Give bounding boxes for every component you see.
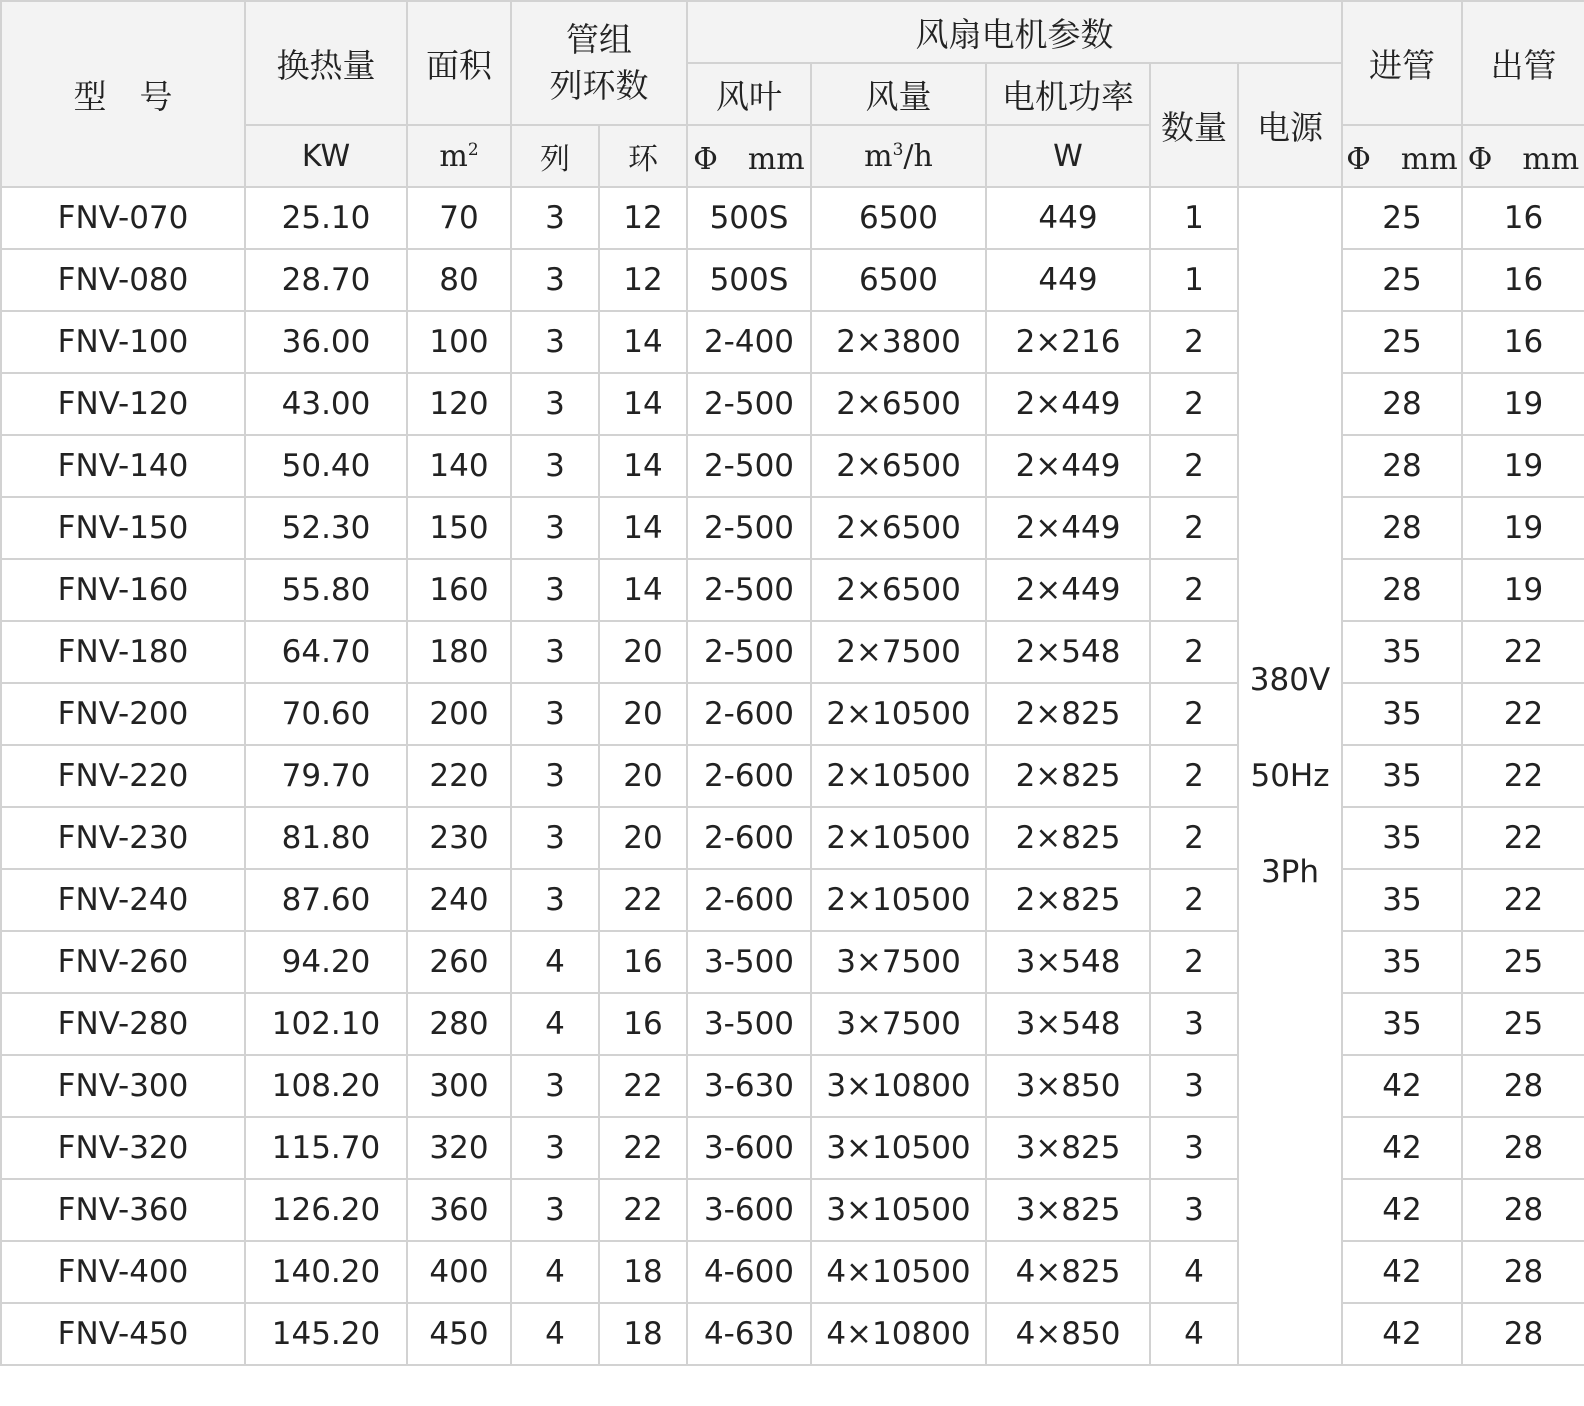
table-row [1, 249, 1584, 311]
cell-rings: 14 [599, 373, 687, 435]
cell-rows: 3 [511, 683, 599, 745]
cell-area: 260 [407, 931, 511, 993]
cell-heat: 25.10 [245, 187, 407, 249]
cell-outlet: 22 [1462, 807, 1584, 869]
cell-area: 100 [407, 311, 511, 373]
cell-area: 180 [407, 621, 511, 683]
cell-heat: 50.40 [245, 435, 407, 497]
cell-heat: 55.80 [245, 559, 407, 621]
cell-outlet: 25 [1462, 993, 1584, 1055]
cell-rings: 14 [599, 311, 687, 373]
cell-airflow: 6500 [811, 187, 986, 249]
cell-rings: 20 [599, 683, 687, 745]
cell-rings: 20 [599, 807, 687, 869]
cell-blade: 2-500 [687, 435, 811, 497]
cell-rings: 16 [599, 993, 687, 1055]
header-power-supply: 电源 [1238, 63, 1342, 187]
cell-blade: 4-600 [687, 1241, 811, 1303]
table-row [1, 683, 1584, 745]
cell-quantity: 3 [1150, 1179, 1238, 1241]
cell-rows: 3 [511, 373, 599, 435]
cell-inlet: 42 [1342, 1055, 1462, 1117]
cell-heat: 64.70 [245, 621, 407, 683]
cell-model: FNV-080 [1, 249, 245, 311]
cell-motor-power: 3×548 [986, 931, 1150, 993]
cell-motor-power: 449 [986, 187, 1150, 249]
cell-quantity: 1 [1150, 249, 1238, 311]
cell-model: FNV-360 [1, 1179, 245, 1241]
cell-outlet: 22 [1462, 621, 1584, 683]
header-row-1 [1, 1, 1584, 63]
cell-motor-power: 4×850 [986, 1303, 1150, 1365]
cell-airflow: 6500 [811, 249, 986, 311]
cell-outlet: 16 [1462, 249, 1584, 311]
cell-quantity: 2 [1150, 373, 1238, 435]
cell-airflow: 2×6500 [811, 435, 986, 497]
cell-motor-power: 3×825 [986, 1117, 1150, 1179]
cell-blade: 3-600 [687, 1179, 811, 1241]
cell-rows: 3 [511, 497, 599, 559]
cell-inlet: 42 [1342, 1303, 1462, 1365]
cell-rows: 4 [511, 1241, 599, 1303]
cell-rings: 22 [599, 1055, 687, 1117]
cell-area: 80 [407, 249, 511, 311]
table-row [1, 1179, 1584, 1241]
cell-heat: 81.80 [245, 807, 407, 869]
table-row [1, 311, 1584, 373]
cell-area: 200 [407, 683, 511, 745]
cell-airflow: 4×10800 [811, 1303, 986, 1365]
cell-rows: 4 [511, 1303, 599, 1365]
cell-heat: 115.70 [245, 1117, 407, 1179]
cell-model: FNV-280 [1, 993, 245, 1055]
cell-rings: 18 [599, 1241, 687, 1303]
cell-area: 360 [407, 1179, 511, 1241]
cell-outlet: 28 [1462, 1055, 1584, 1117]
table-row [1, 497, 1584, 559]
cell-quantity: 2 [1150, 435, 1238, 497]
unit-area-base: m [439, 138, 468, 174]
header-heat: 换热量 [245, 1, 407, 125]
cell-motor-power: 3×850 [986, 1055, 1150, 1117]
cell-outlet: 19 [1462, 435, 1584, 497]
unit-motor-power: W [986, 125, 1150, 187]
cell-blade: 3-500 [687, 931, 811, 993]
cell-airflow: 3×7500 [811, 993, 986, 1055]
cell-outlet: 19 [1462, 497, 1584, 559]
cell-outlet: 16 [1462, 187, 1584, 249]
cell-motor-power: 2×825 [986, 869, 1150, 931]
cell-rings: 14 [599, 435, 687, 497]
table-row [1, 931, 1584, 993]
cell-rows: 3 [511, 807, 599, 869]
cell-outlet: 28 [1462, 1117, 1584, 1179]
cell-motor-power: 4×825 [986, 1241, 1150, 1303]
header-model: 型 号 [1, 1, 245, 187]
cell-airflow: 2×10500 [811, 869, 986, 931]
cell-rings: 12 [599, 187, 687, 249]
cell-rings: 22 [599, 1179, 687, 1241]
header-airflow: 风量 [811, 63, 986, 125]
cell-quantity: 2 [1150, 683, 1238, 745]
cell-inlet: 35 [1342, 621, 1462, 683]
cell-blade: 4-630 [687, 1303, 811, 1365]
table-header [1, 1, 1584, 187]
cell-airflow: 2×6500 [811, 373, 986, 435]
cell-quantity: 2 [1150, 621, 1238, 683]
table-row [1, 621, 1584, 683]
cell-rings: 12 [599, 249, 687, 311]
cell-inlet: 25 [1342, 249, 1462, 311]
cell-rows: 3 [511, 187, 599, 249]
cell-model: FNV-400 [1, 1241, 245, 1303]
table-row [1, 559, 1584, 621]
cell-heat: 79.70 [245, 745, 407, 807]
cell-airflow: 2×3800 [811, 311, 986, 373]
cell-heat: 140.20 [245, 1241, 407, 1303]
cell-inlet: 28 [1342, 373, 1462, 435]
cell-outlet: 25 [1462, 931, 1584, 993]
cell-heat: 28.70 [245, 249, 407, 311]
cell-rows: 3 [511, 249, 599, 311]
table-row [1, 1303, 1584, 1365]
cell-rings: 16 [599, 931, 687, 993]
cell-motor-power: 2×825 [986, 683, 1150, 745]
cell-heat: 52.30 [245, 497, 407, 559]
cell-inlet: 28 [1342, 435, 1462, 497]
cell-model: FNV-070 [1, 187, 245, 249]
cell-airflow: 3×10500 [811, 1179, 986, 1241]
cell-model: FNV-120 [1, 373, 245, 435]
table-row [1, 869, 1584, 931]
cell-heat: 36.00 [245, 311, 407, 373]
cell-outlet: 28 [1462, 1303, 1584, 1365]
unit-blade: Φ mm [687, 125, 811, 187]
cell-rows: 3 [511, 435, 599, 497]
cell-blade: 3-630 [687, 1055, 811, 1117]
cell-blade: 2-600 [687, 807, 811, 869]
cell-motor-power: 2×449 [986, 435, 1150, 497]
cell-airflow: 3×10500 [811, 1117, 986, 1179]
cell-inlet: 42 [1342, 1179, 1462, 1241]
unit-outlet: Φ mm [1462, 125, 1584, 187]
cell-motor-power: 449 [986, 249, 1150, 311]
unit-rings: 环 [599, 125, 687, 187]
table-row [1, 1055, 1584, 1117]
cell-quantity: 3 [1150, 1055, 1238, 1117]
cell-motor-power: 2×449 [986, 559, 1150, 621]
cell-area: 240 [407, 869, 511, 931]
cell-heat: 70.60 [245, 683, 407, 745]
cell-rings: 18 [599, 1303, 687, 1365]
cell-heat: 145.20 [245, 1303, 407, 1365]
cell-blade: 2-400 [687, 311, 811, 373]
cell-airflow: 3×10800 [811, 1055, 986, 1117]
cell-inlet: 42 [1342, 1241, 1462, 1303]
cell-quantity: 4 [1150, 1241, 1238, 1303]
cell-heat: 102.10 [245, 993, 407, 1055]
cell-area: 220 [407, 745, 511, 807]
table-row [1, 435, 1584, 497]
unit-airflow-base: m [864, 138, 893, 174]
cell-motor-power: 3×825 [986, 1179, 1150, 1241]
cell-model: FNV-150 [1, 497, 245, 559]
cell-model: FNV-160 [1, 559, 245, 621]
cell-motor-power: 2×825 [986, 807, 1150, 869]
cell-model: FNV-240 [1, 869, 245, 931]
cell-inlet: 25 [1342, 187, 1462, 249]
cell-rings: 22 [599, 1117, 687, 1179]
unit-area-exp: 2 [467, 139, 479, 160]
cell-model: FNV-140 [1, 435, 245, 497]
unit-rows: 列 [511, 125, 599, 187]
cell-blade: 2-500 [687, 497, 811, 559]
cell-rings: 20 [599, 621, 687, 683]
cell-quantity: 1 [1150, 187, 1238, 249]
cell-heat: 126.20 [245, 1179, 407, 1241]
table-row [1, 1241, 1584, 1303]
cell-rows: 3 [511, 745, 599, 807]
header-outlet: 出管 [1462, 1, 1584, 125]
cell-motor-power: 2×216 [986, 311, 1150, 373]
cell-power-supply [1238, 187, 1342, 1365]
table-row [1, 1117, 1584, 1179]
power-supply-line: 3Ph [1260, 854, 1320, 890]
cell-airflow: 2×6500 [811, 559, 986, 621]
cell-heat: 87.60 [245, 869, 407, 931]
cell-quantity: 2 [1150, 559, 1238, 621]
power-supply-line: 50Hz [1250, 758, 1330, 794]
cell-motor-power: 3×548 [986, 993, 1150, 1055]
unit-airflow [811, 125, 986, 187]
table-row [1, 807, 1584, 869]
cell-inlet: 35 [1342, 745, 1462, 807]
unit-airflow-rest: /h [903, 138, 933, 174]
cell-rings: 14 [599, 497, 687, 559]
cell-quantity: 2 [1150, 497, 1238, 559]
cell-airflow: 2×6500 [811, 497, 986, 559]
power-supply-line: 380V [1249, 662, 1331, 698]
unit-inlet: Φ mm [1342, 125, 1462, 187]
cell-quantity: 2 [1150, 931, 1238, 993]
cell-airflow: 2×10500 [811, 683, 986, 745]
cell-rows: 3 [511, 559, 599, 621]
cell-airflow: 4×10500 [811, 1241, 986, 1303]
cell-quantity: 2 [1150, 745, 1238, 807]
cell-rows: 3 [511, 311, 599, 373]
cell-rings: 20 [599, 745, 687, 807]
cell-model: FNV-300 [1, 1055, 245, 1117]
cell-outlet: 22 [1462, 683, 1584, 745]
header-tube-line1: 管组 [566, 20, 632, 59]
cell-rows: 3 [511, 869, 599, 931]
cell-heat: 108.20 [245, 1055, 407, 1117]
table-row [1, 373, 1584, 435]
cell-motor-power: 2×548 [986, 621, 1150, 683]
cell-area: 320 [407, 1117, 511, 1179]
cell-airflow: 2×10500 [811, 807, 986, 869]
cell-rows: 3 [511, 1055, 599, 1117]
cell-area: 160 [407, 559, 511, 621]
cell-blade: 2-600 [687, 683, 811, 745]
cell-blade: 2-600 [687, 869, 811, 931]
header-inlet: 进管 [1342, 1, 1462, 125]
cell-airflow: 2×10500 [811, 745, 986, 807]
cell-blade: 2-500 [687, 559, 811, 621]
cell-quantity: 2 [1150, 807, 1238, 869]
cell-blade: 500S [687, 249, 811, 311]
cell-inlet: 35 [1342, 931, 1462, 993]
cell-rings: 22 [599, 869, 687, 931]
cell-inlet: 42 [1342, 1117, 1462, 1179]
cell-inlet: 28 [1342, 497, 1462, 559]
header-quantity: 数量 [1150, 63, 1238, 187]
cell-rings: 14 [599, 559, 687, 621]
cell-area: 230 [407, 807, 511, 869]
cell-outlet: 28 [1462, 1241, 1584, 1303]
cell-model: FNV-100 [1, 311, 245, 373]
cell-inlet: 28 [1342, 559, 1462, 621]
cell-quantity: 2 [1150, 311, 1238, 373]
cell-model: FNV-180 [1, 621, 245, 683]
cell-blade: 500S [687, 187, 811, 249]
cell-airflow: 2×7500 [811, 621, 986, 683]
cell-area: 450 [407, 1303, 511, 1365]
header-fan-group: 风扇电机参数 [687, 1, 1342, 63]
cell-motor-power: 2×449 [986, 497, 1150, 559]
cell-inlet: 25 [1342, 311, 1462, 373]
cell-quantity: 3 [1150, 993, 1238, 1055]
cell-blade: 3-600 [687, 1117, 811, 1179]
table-body [1, 187, 1584, 1365]
cell-airflow: 3×7500 [811, 931, 986, 993]
cell-area: 140 [407, 435, 511, 497]
cell-area: 70 [407, 187, 511, 249]
cell-rows: 3 [511, 621, 599, 683]
cell-model: FNV-260 [1, 931, 245, 993]
cell-inlet: 35 [1342, 993, 1462, 1055]
cell-blade: 2-500 [687, 373, 811, 435]
cell-model: FNV-200 [1, 683, 245, 745]
header-tube-groups [511, 1, 687, 125]
cell-rows: 3 [511, 1179, 599, 1241]
cell-outlet: 22 [1462, 745, 1584, 807]
cell-inlet: 35 [1342, 807, 1462, 869]
cell-motor-power: 2×825 [986, 745, 1150, 807]
cell-blade: 3-500 [687, 993, 811, 1055]
cell-outlet: 19 [1462, 373, 1584, 435]
cell-area: 300 [407, 1055, 511, 1117]
cell-quantity: 4 [1150, 1303, 1238, 1365]
table-row [1, 187, 1584, 249]
cell-rows: 4 [511, 993, 599, 1055]
cell-inlet: 35 [1342, 869, 1462, 931]
cell-heat: 43.00 [245, 373, 407, 435]
table-row [1, 745, 1584, 807]
cell-outlet: 16 [1462, 311, 1584, 373]
cell-outlet: 22 [1462, 869, 1584, 931]
cell-inlet: 35 [1342, 683, 1462, 745]
cell-model: FNV-220 [1, 745, 245, 807]
header-motor-power: 电机功率 [986, 63, 1150, 125]
cell-area: 120 [407, 373, 511, 435]
cell-quantity: 2 [1150, 869, 1238, 931]
cell-area: 280 [407, 993, 511, 1055]
header-blade: 风叶 [687, 63, 811, 125]
cell-motor-power: 2×449 [986, 373, 1150, 435]
cell-model: FNV-450 [1, 1303, 245, 1365]
cell-model: FNV-320 [1, 1117, 245, 1179]
cell-rows: 4 [511, 931, 599, 993]
header-tube-line2: 列环数 [549, 66, 649, 105]
cell-outlet: 28 [1462, 1179, 1584, 1241]
cell-rows: 3 [511, 1117, 599, 1179]
unit-heat: KW [245, 125, 407, 187]
table-row [1, 993, 1584, 1055]
unit-area [407, 125, 511, 187]
cell-area: 400 [407, 1241, 511, 1303]
cell-quantity: 3 [1150, 1117, 1238, 1179]
cell-blade: 2-500 [687, 621, 811, 683]
cell-model: FNV-230 [1, 807, 245, 869]
unit-airflow-exp: 3 [892, 139, 904, 160]
cell-outlet: 19 [1462, 559, 1584, 621]
header-area: 面积 [407, 1, 511, 125]
cell-blade: 2-600 [687, 745, 811, 807]
cell-heat: 94.20 [245, 931, 407, 993]
cell-area: 150 [407, 497, 511, 559]
